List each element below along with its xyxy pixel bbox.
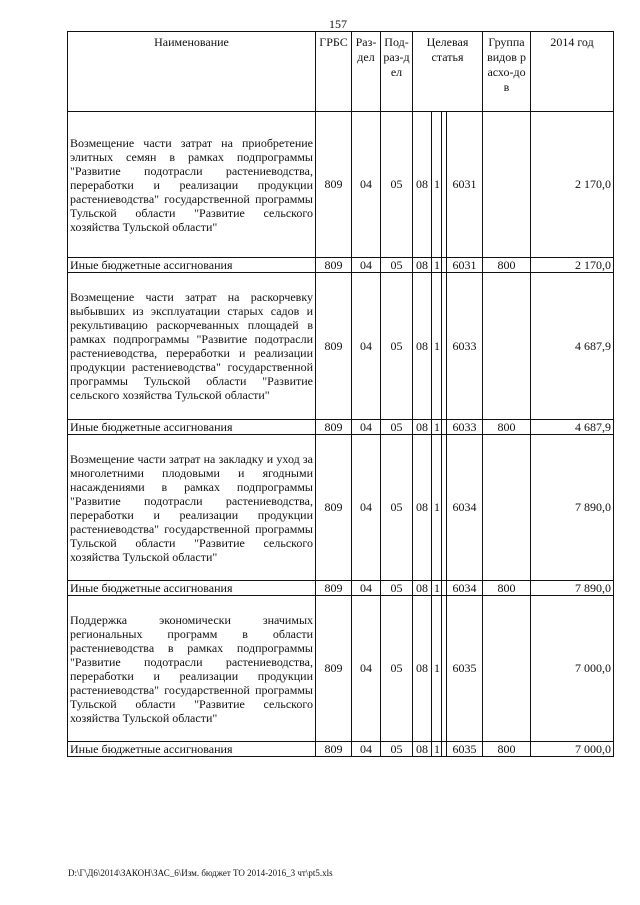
tselevaya-part2-cell: 1 <box>432 742 442 757</box>
row-name-cell: Возмещение части затрат на закладку и уход за многолетними плодовыми и ягодными насаждениями в рамках подпрограммы "Развитие подотрасли растениеводства, переработки и реализации продукции растениеводства" государственной программы Тульской области "Развитие сельского хозяйства Тульской области" <box>68 435 316 581</box>
table-row <box>68 596 614 742</box>
row-name-cell: Возмещение части затрат на раскорчевку выбывших из эксплуатации старых садов и рекультивацию раскорчеванных площадей в рамках подпрограммы "Развитие подотрасли растениеводства, переработки и реализации продукции растениеводства" государственной программы Тульской области "Развитие сельского хозяйства Тульской области" <box>68 273 316 420</box>
sum-cell: 7 890,0 <box>531 435 614 581</box>
tselevaya-part1-cell: 08 <box>413 581 432 596</box>
summary-row <box>68 742 614 757</box>
page-number: 157 <box>329 17 347 31</box>
row-name-cell: Иные бюджетные ассигнования <box>68 258 316 273</box>
header-razdel: Раз-дел <box>352 32 381 112</box>
sum-cell: 2 170,0 <box>531 112 614 258</box>
tselevaya-part1-cell: 08 <box>413 112 432 258</box>
header-2014-god: 2014 год <box>531 32 614 112</box>
summary-row <box>68 581 614 596</box>
header-row <box>68 32 614 112</box>
podrazdel-cell: 05 <box>381 273 413 420</box>
podrazdel-cell: 05 <box>381 112 413 258</box>
tselevaya-part2-cell: 1 <box>432 273 442 420</box>
gruppa-cell <box>483 435 531 581</box>
grbs-cell: 809 <box>316 420 352 435</box>
tselevaya-part2-cell: 1 <box>432 596 442 742</box>
tselevaya-part2-cell: 1 <box>432 258 442 273</box>
gruppa-cell: 800 <box>483 258 531 273</box>
razdel-cell: 04 <box>352 258 381 273</box>
grbs-cell: 809 <box>316 273 352 420</box>
podrazdel-cell: 05 <box>381 596 413 742</box>
razdel-cell: 04 <box>352 420 381 435</box>
tselevaya-part4-cell: 6031 <box>447 112 483 258</box>
row-name-cell: Возмещение части затрат на приобретение элитных семян в рамках подпрограммы "Развитие подотрасли растениеводства, переработки и реализации продукции растениеводства" государственной программы Тульской области "Развитие сельского хозяйства Тульской области" <box>68 112 316 258</box>
row-name-cell: Поддержка экономически значимых региональных программ в области растениеводства в рамках подпрограммы "Развитие подотрасли растениеводства, переработки и реализации продукции растениеводства" государственной программы Тульской области "Развитие сельского хозяйства Тульской области" <box>68 596 316 742</box>
gruppa-cell <box>483 596 531 742</box>
tselevaya-part1-cell: 08 <box>413 596 432 742</box>
table-row <box>68 112 614 258</box>
razdel-cell: 04 <box>352 112 381 258</box>
row-name-cell: Иные бюджетные ассигнования <box>68 581 316 596</box>
grbs-cell: 809 <box>316 112 352 258</box>
header-grbs: ГРБС <box>316 32 352 112</box>
gruppa-cell <box>483 112 531 258</box>
razdel-cell: 04 <box>352 273 381 420</box>
header-tselevaya-statya: Целевая статья <box>413 32 483 112</box>
table-row <box>68 273 614 420</box>
tselevaya-part4-cell: 6031 <box>447 258 483 273</box>
tselevaya-part4-cell: 6034 <box>447 435 483 581</box>
sum-cell: 4 687,9 <box>531 420 614 435</box>
razdel-cell: 04 <box>352 742 381 757</box>
grbs-cell: 809 <box>316 258 352 273</box>
tselevaya-part2-cell: 1 <box>432 112 442 258</box>
row-name-cell: Иные бюджетные ассигнования <box>68 420 316 435</box>
tselevaya-part2-cell: 1 <box>432 435 442 581</box>
header-podrazdel: Под-раз-дел <box>381 32 413 112</box>
sum-cell: 7 000,0 <box>531 742 614 757</box>
tselevaya-part1-cell: 08 <box>413 258 432 273</box>
header-gruppa-vidov-raskhodov: Группа видов расхо-дов <box>483 32 531 112</box>
tselevaya-part1-cell: 08 <box>413 742 432 757</box>
file-path-footer: D:\Г\Д6\2014\ЗАКОН\ЗАС_6\Изм. бюджет ТО 2014-2016_3 чт\pt5.xls <box>68 868 333 878</box>
table-row <box>68 435 614 581</box>
razdel-cell: 04 <box>352 596 381 742</box>
gruppa-cell: 800 <box>483 581 531 596</box>
budget-table <box>67 31 614 757</box>
tselevaya-part1-cell: 08 <box>413 420 432 435</box>
tselevaya-part1-cell: 08 <box>413 273 432 420</box>
tselevaya-part4-cell: 6035 <box>447 742 483 757</box>
tselevaya-part4-cell: 6033 <box>447 420 483 435</box>
podrazdel-cell: 05 <box>381 420 413 435</box>
gruppa-cell: 800 <box>483 420 531 435</box>
header-name: Наименование <box>68 32 316 112</box>
row-name-cell: Иные бюджетные ассигнования <box>68 742 316 757</box>
sum-cell: 7 890,0 <box>531 581 614 596</box>
gruppa-cell <box>483 273 531 420</box>
razdel-cell: 04 <box>352 581 381 596</box>
grbs-cell: 809 <box>316 581 352 596</box>
tselevaya-part2-cell: 1 <box>432 581 442 596</box>
gruppa-cell: 800 <box>483 742 531 757</box>
podrazdel-cell: 05 <box>381 435 413 581</box>
summary-row <box>68 420 614 435</box>
summary-row <box>68 258 614 273</box>
table-body <box>68 112 614 757</box>
tselevaya-part2-cell: 1 <box>432 420 442 435</box>
razdel-cell: 04 <box>352 435 381 581</box>
sum-cell: 4 687,9 <box>531 273 614 420</box>
grbs-cell: 809 <box>316 596 352 742</box>
grbs-cell: 809 <box>316 435 352 581</box>
podrazdel-cell: 05 <box>381 258 413 273</box>
podrazdel-cell: 05 <box>381 581 413 596</box>
sum-cell: 2 170,0 <box>531 258 614 273</box>
tselevaya-part4-cell: 6034 <box>447 581 483 596</box>
grbs-cell: 809 <box>316 742 352 757</box>
podrazdel-cell: 05 <box>381 742 413 757</box>
tselevaya-part4-cell: 6035 <box>447 596 483 742</box>
tselevaya-part1-cell: 08 <box>413 435 432 581</box>
sum-cell: 7 000,0 <box>531 596 614 742</box>
tselevaya-part4-cell: 6033 <box>447 273 483 420</box>
